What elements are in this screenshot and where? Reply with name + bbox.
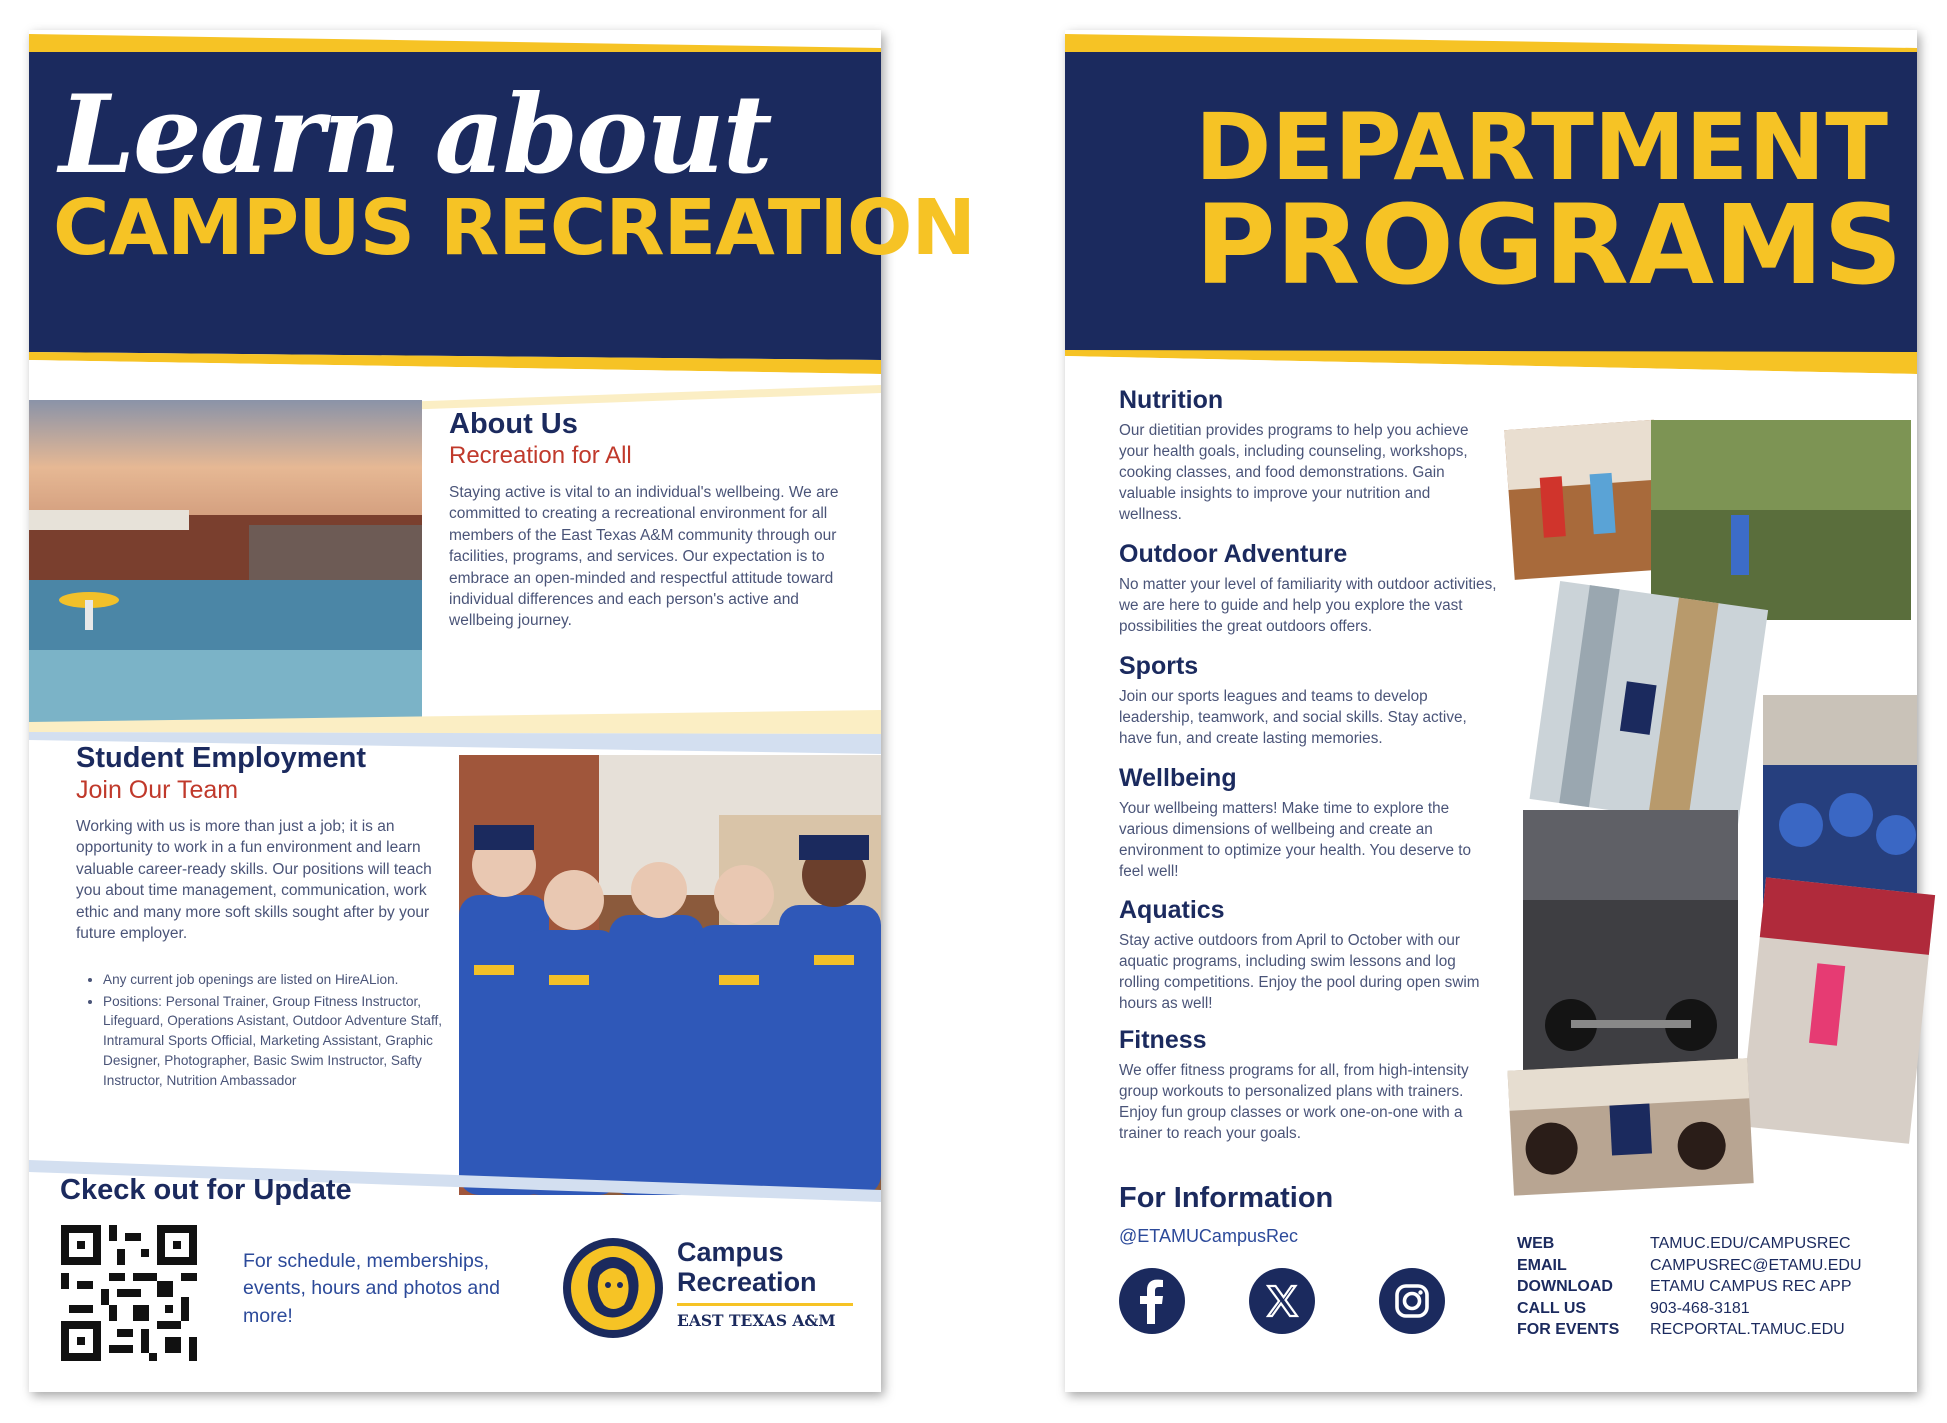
title-script: Learn about [59, 72, 771, 198]
title-main: CAMPUS RECREATION [53, 184, 975, 273]
logo-divider [677, 1303, 853, 1306]
photo-collage [1501, 405, 1917, 1195]
program-nutrition-name: Nutrition [1119, 386, 1224, 414]
gold-stripe-top [1065, 30, 1917, 54]
info-label-download: DOWNLOAD [1517, 1278, 1613, 1295]
pool-photo [29, 400, 422, 722]
info-app-name: ETAMU CAMPUS REC APP [1650, 1278, 1852, 1295]
program-fitness-name: Fitness [1119, 1026, 1207, 1054]
about-heading: About Us [449, 408, 578, 440]
info-heading: For Information [1119, 1182, 1334, 1214]
program-outdoor-desc: No matter your level of familiarity with outdoor activities, we are here to guide and help you explore the vast possibilities the great outdoors offers. [1119, 576, 1497, 636]
employment-heading: Student Employment [76, 742, 367, 774]
gold-stripe-top [29, 30, 881, 54]
info-handle: @ETAMUCampusRec [1119, 1226, 1298, 1246]
program-sports-name: Sports [1119, 652, 1199, 680]
staff-photo [459, 755, 881, 1195]
right-flyer [1065, 30, 1917, 1392]
info-web-link[interactable]: TAMUC.EDU/CAMPUSREC [1650, 1235, 1851, 1252]
title-line1: DEPARTMENT [1195, 94, 1889, 201]
program-sports-desc: Join our sports leagues and teams to develop leadership, teamwork, and social skills. Stay active, have fun, and create lasting memories. [1119, 688, 1467, 748]
info-label-email: EMAIL [1517, 1256, 1567, 1274]
bullet-item: • Positions: Personal Trainer, Group Fitness Instructor, Lifeguard, Operations Asistant, Outdoor Adventure Staff, Intramural Sports Official, Marketing Assistant, Graphic Designer, Photographer, Basic Swim Instructor, Safty Instructor, Nutrition Ambassador [103, 992, 443, 1091]
info-labels [1517, 1233, 1657, 1341]
program-wellbeing-desc: Your wellbeing matters! Make time to explore the various dimensions of wellbeing and create an environment to optimize your health. You deserve to feel well! [1119, 800, 1472, 881]
info-email-link[interactable]: CAMPUSREC@ETAMU.EDU [1650, 1256, 1862, 1274]
about-body: Staying active is vital to an individual's wellbeing. We are committed to creating a recreational environment for all members of the East Texas A&M community through our facilities, programs, and services. Our expectation is to embrace an open-minded and respectful attitude toward individual differences and each person's active and wellbeing journey. [449, 484, 839, 630]
info-events-link[interactable]: RECPORTAL.TAMUC.EDU [1650, 1321, 1845, 1338]
info-values [1650, 1233, 1910, 1341]
program-outdoor-name: Outdoor Adventure [1119, 540, 1348, 568]
program-fitness-desc: We offer fitness programs for all, from high-intensity group workouts to personalized plans with trainers. Enjoy fun group classes or work one-on-one with a trainer to reach your goals. [1119, 1062, 1469, 1143]
program-aquatics-desc: Stay active outdoors from April to October with our aquatic programs, including swim lessons and log rolling competitions. Enjoy the pool during open swim hours as well! [1119, 932, 1480, 1013]
logo-line2: Recreation [677, 1267, 817, 1297]
bullet-item: • Any current job openings are listed on HireALion. [103, 970, 443, 990]
logo-line3: EAST TEXAS A&M [677, 1311, 836, 1330]
qr-code[interactable] [61, 1225, 197, 1361]
update-body: For schedule, memberships, events, hours and photos and more! [243, 1250, 500, 1327]
employment-subheading: Join Our Team [76, 776, 239, 804]
employment-body: Working with us is more than just a job; it is an opportunity to work in a fun environment and learn valuable career-ready skills. Our positions will teach you about time management, communication, work ethic and many more soft skills sought after by your future employer. [76, 818, 432, 942]
program-nutrition-desc: Our dietitian provides programs to help you achieve your health goals, including counseling, workshops, cooking classes, and food demonstrations. Gain valuable insights to improve your nutrition and wellness. [1119, 422, 1469, 524]
info-label-call: CALL US [1517, 1299, 1587, 1317]
info-label-events: FOR EVENTS [1517, 1321, 1620, 1338]
title-line2: PROGRAMS [1195, 181, 1903, 309]
info-phone[interactable]: 903-468-3181 [1650, 1299, 1750, 1317]
employment-bullets [85, 970, 443, 1092]
facebook-icon[interactable] [1119, 1268, 1185, 1334]
info-label-web: WEB [1517, 1235, 1555, 1252]
logo-line1: Campus [677, 1237, 784, 1267]
left-flyer [29, 30, 975, 1392]
program-wellbeing-name: Wellbeing [1119, 764, 1237, 792]
lion-logo [562, 1237, 664, 1339]
x-icon[interactable] [1249, 1268, 1315, 1334]
about-subheading: Recreation for All [449, 442, 632, 469]
program-aquatics-name: Aquatics [1119, 896, 1225, 924]
update-heading: Ckeck out for Update [60, 1174, 352, 1206]
instagram-icon[interactable] [1379, 1268, 1445, 1334]
